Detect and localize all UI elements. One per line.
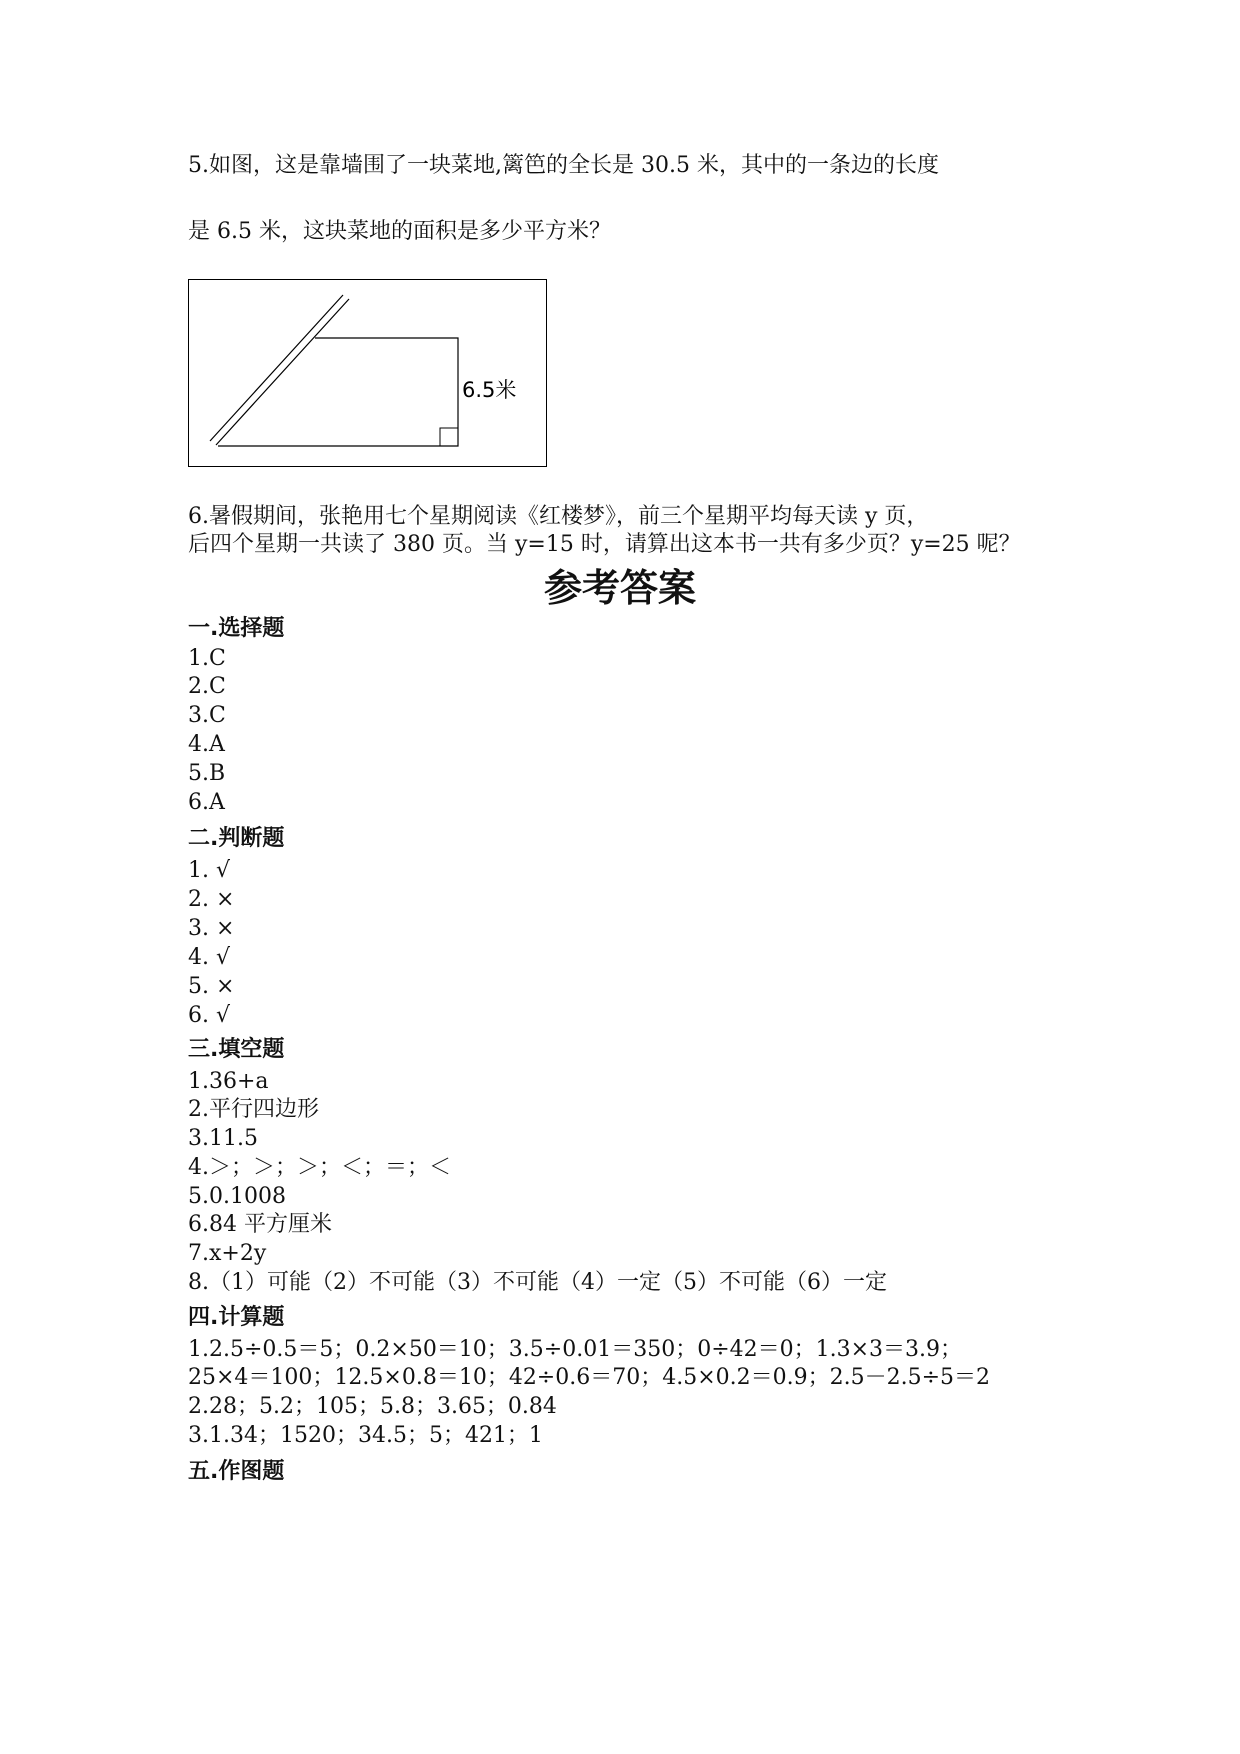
list-item: 4.＞；＞；＞；＜；＝；＜ <box>188 1155 451 1180</box>
section-heading-fill-blank: 三.填空题 <box>188 1037 285 1062</box>
list-item: 1. √ <box>188 858 231 883</box>
list-item: 2.28；5.2；105；5.8；3.65；0.84 <box>188 1394 557 1419</box>
section-heading-judgment: 二.判断题 <box>188 826 285 851</box>
question-6-line-2: 后四个星期一共读了 380 页。当 y=15 时，请算出这本书一共有多少页？y=25 呢？ <box>188 532 1021 557</box>
list-item: 1.36+a <box>188 1069 269 1094</box>
list-item: 7.x+2y <box>188 1241 267 1266</box>
list-item: 2.平行四边形 <box>188 1097 319 1122</box>
list-item: 6.A <box>188 790 225 815</box>
list-item: 6. √ <box>188 1003 231 1028</box>
answers-title: 参考答案 <box>543 566 696 610</box>
list-item: 8.（1）可能（2）不可能（3）不可能（4）一定（5）不可能（6）一定 <box>188 1270 887 1295</box>
list-item: 2.C <box>188 674 226 699</box>
question-5-line-1: 5.如图，这是靠墙围了一块菜地,篱笆的全长是 30.5 米，其中的一条边的长度 <box>188 153 939 178</box>
list-item: 1.C <box>188 646 226 671</box>
list-item: 6.84 平方厘米 <box>188 1212 332 1237</box>
side-length-label: 6.5米 <box>462 378 517 402</box>
question-6-line-1: 6.暑假期间，张艳用七个星期阅读《红楼梦》，前三个星期平均每天读 y 页， <box>188 504 929 529</box>
list-item: 4. √ <box>188 945 231 970</box>
list-item: 25×4＝100；12.5×0.8＝10；42÷0.6＝70；4.5×0.2＝0.9；2.5－2.5÷5＝2 <box>188 1365 991 1390</box>
list-item: 3.11.5 <box>188 1126 258 1151</box>
list-item: 1.2.5÷0.5＝5；0.2×50＝10；3.5÷0.01＝350；0÷42＝0；1.3×3＝3.9； <box>188 1337 963 1362</box>
list-item: 5. × <box>188 974 235 999</box>
list-item: 5.B <box>188 761 226 786</box>
section-heading-calculation: 四.计算题 <box>188 1305 285 1330</box>
list-item: 2. × <box>188 887 235 912</box>
list-item: 3.C <box>188 703 226 728</box>
list-item: 3.1.34；1520；34.5；5；421；1 <box>188 1423 543 1448</box>
question-5-line-2: 是 6.5 米，这块菜地的面积是多少平方米？ <box>188 219 611 244</box>
list-item: 4.A <box>188 732 225 757</box>
list-item: 5.0.1008 <box>188 1184 286 1209</box>
section-heading-choice: 一.选择题 <box>188 616 285 641</box>
garden-figure <box>188 279 547 467</box>
list-item: 3. × <box>188 916 235 941</box>
section-heading-drawing: 五.作图题 <box>188 1459 285 1484</box>
